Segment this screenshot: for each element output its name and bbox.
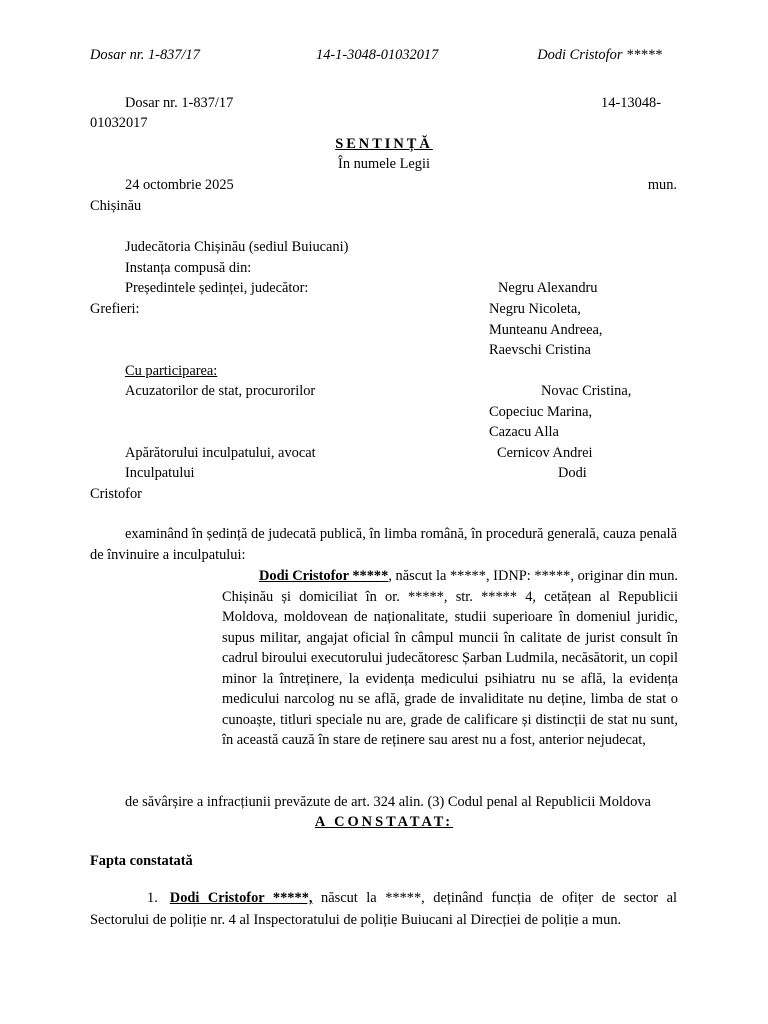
court-composition: Instanța compusă din: [125, 260, 252, 276]
point-1-paragraph [90, 887, 677, 931]
court-name: Judecătoria Chișinău (sediul Buiucani) [125, 239, 349, 255]
case-id-part1: 14-13048- [601, 95, 661, 111]
point-1-text: născut la *****, deținând funcția de ofițer de sector al Sectorului de poliție nr. 4 al Inspectoratului de poliție Buiucani al Direcției de poliție a mun. [90, 890, 677, 928]
presiding-name: Negru Alexandru [498, 280, 598, 296]
clerk-name: Negru Nicoleta, [489, 301, 581, 317]
city-part1: mun. [647, 177, 677, 193]
prosecutor-name: Novac Cristina, [541, 383, 632, 399]
defendant-name-part2: Cristofor [90, 486, 142, 502]
examining-paragraph: examinând în ședință de judecată publică, în limba română, în procedură generală, cauza penală de învinuire a inculpatului: [90, 526, 677, 563]
presiding-label: Președintele ședinței, judecător: [125, 280, 309, 296]
city-part2: Chișinău [90, 198, 142, 214]
header-defendant: Dodi Cristofor ***** [537, 47, 662, 63]
case-number: Dosar nr. 1-837/17 [125, 95, 234, 111]
clerk-name: Raevschi Cristina [489, 342, 591, 358]
sentence-date: 24 octombrie 2025 [125, 177, 234, 193]
clerk-name: Munteanu Andreea, [489, 322, 603, 338]
participation-label: Cu participarea: [125, 363, 218, 379]
offense-line: de săvârșire a infracțiunii prevăzute de art. 324 alin. (3) Codul penal al Republicii Moldova [125, 794, 651, 810]
clerks-label: Grefieri: [90, 301, 140, 317]
header-case-number: Dosar nr. 1-837/17 [90, 47, 200, 63]
defender-name: Cernicov Andrei [497, 445, 593, 461]
prosecutor-name: Copeciuc Marina, [489, 404, 593, 420]
defendant-description [222, 566, 678, 751]
prosecutors-label: Acuzatorilor de stat, procurorilor [125, 383, 316, 399]
document-subtitle: În numele Legii [338, 156, 430, 172]
defendant-details: , născut la *****, IDNP: *****, originar din mun. Chișinău și domiciliat în or. *****, str. ***** 4, cetățean al Republicii Moldova, moldovean de naționalitate, studii superioare în domeniul juridic, supus militar, angajat oficial în câmpul muncii în calitate de jurist consult în cadrul biroului executorului judecătoresc Șarban Ludmila, necăsătorit, un copil minor la întreținere, la evidența medicului psihiatru nu se află, la evidența medicului narcolog nu se află, grade de invaliditate nu deține, limba de stat o cunoaște, titluri speciale nu are, grade de calificare și distincții de stat nu sunt, în această cauză în stare de reținere sau arest nu a fost, anterior nejudecat, [222, 568, 678, 749]
defendant-label: Inculpatului [125, 465, 195, 481]
finding-title: A CONSTATAT: [314, 814, 454, 830]
defendant-name-bold: Dodi Cristofor ***** [259, 568, 389, 584]
point-number: 1. [147, 890, 158, 906]
defender-label: Apărătorului inculpatului, avocat [125, 445, 316, 461]
case-id-part2: 01032017 [90, 115, 148, 131]
prosecutor-name: Cazacu Alla [489, 424, 559, 440]
fact-heading: Fapta constatată [90, 853, 193, 869]
document-title: SENTINȚĂ [335, 136, 433, 152]
point-1-name: Dodi Cristofor *****, [169, 890, 313, 906]
defendant-name-part1: Dodi [558, 465, 587, 481]
header-case-id: 14-1-3048-01032017 [316, 47, 439, 63]
